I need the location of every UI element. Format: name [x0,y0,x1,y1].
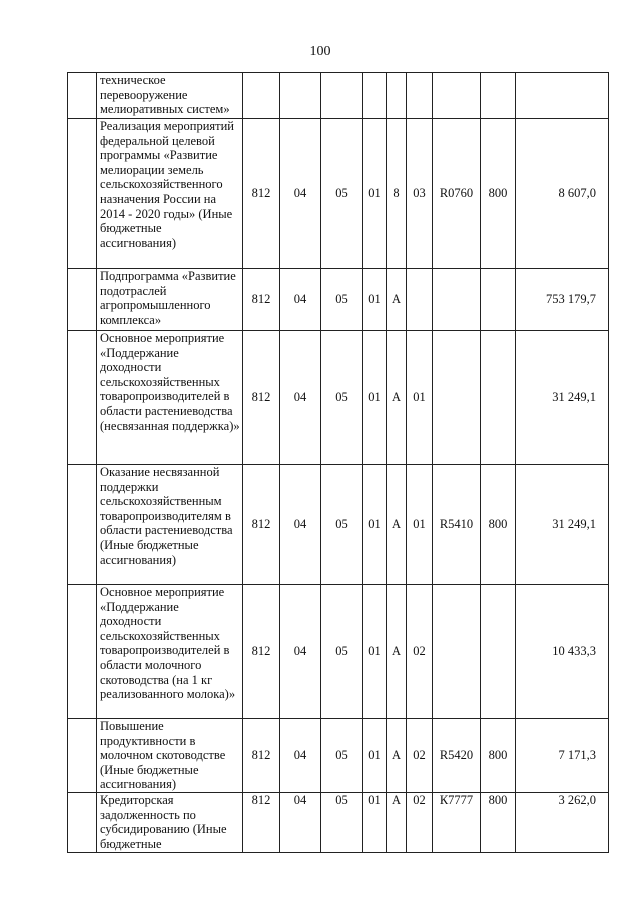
amount-cell: 31 249,1 [516,331,609,465]
table-row [68,73,609,119]
direction-cell: R0760 [433,119,481,269]
subsection-cell [321,73,363,119]
section-cell: 04 [280,269,321,331]
number-cell [68,719,97,793]
event-cell: 02 [407,585,433,719]
number-cell [68,119,97,269]
event-cell: 02 [407,793,433,853]
direction-cell [433,269,481,331]
subprogram-cell: А [387,331,407,465]
expense-type-cell: 800 [481,719,516,793]
expense-type-cell [481,269,516,331]
table-row [68,331,609,465]
subsection-cell: 05 [321,331,363,465]
table-row [68,465,609,585]
event-cell: 01 [407,331,433,465]
section-cell [280,73,321,119]
name-cell: Реализация мероприятий федеральной целевой программы «Развитие мелиорации земель сельскохозяйственного назначения России на 2014 - 2020 годы» (Иные бюджетные ассигнования) [97,119,243,269]
name-cell: Оказание несвязанной поддержки сельскохозяйственным товаропроизводителям в области растениеводства (Иные бюджетные ассигнования) [97,465,243,585]
ministry-cell: 812 [243,719,280,793]
name-cell: Кредиторская задолженность по субсидированию (Иные бюджетные [97,793,243,853]
expense-type-cell [481,331,516,465]
table-row [68,269,609,331]
expense-type-cell: 800 [481,465,516,585]
number-cell [68,585,97,719]
amount-cell: 7 171,3 [516,719,609,793]
section-cell: 04 [280,465,321,585]
ministry-cell: 812 [243,269,280,331]
expense-type-cell [481,73,516,119]
amount-cell: 753 179,7 [516,269,609,331]
subsection-cell: 05 [321,269,363,331]
event-cell [407,269,433,331]
program-cell: 01 [363,465,387,585]
name-cell: техническое перевооружение мелиоративных систем» [97,73,243,119]
subprogram-cell: А [387,269,407,331]
ministry-cell: 812 [243,331,280,465]
program-cell [363,73,387,119]
amount-cell [516,73,609,119]
subprogram-cell: А [387,719,407,793]
program-cell: 01 [363,719,387,793]
event-cell: 02 [407,719,433,793]
subprogram-cell: А [387,585,407,719]
direction-cell: К7777 [433,793,481,853]
amount-cell: 8 607,0 [516,119,609,269]
subprogram-cell: А [387,465,407,585]
number-cell [68,73,97,119]
section-cell: 04 [280,793,321,853]
number-cell [68,465,97,585]
subprogram-cell [387,73,407,119]
section-cell: 04 [280,331,321,465]
section-cell: 04 [280,585,321,719]
ministry-cell: 812 [243,465,280,585]
ministry-cell: 812 [243,585,280,719]
table-row [68,719,609,793]
program-cell: 01 [363,269,387,331]
number-cell [68,269,97,331]
event-cell [407,73,433,119]
event-cell: 01 [407,465,433,585]
name-cell: Основное мероприятие «Поддержание доходности сельскохозяйственных товаропроизводителей в области молочного скотоводства (на 1 кг реализованного молока)» [97,585,243,719]
subsection-cell: 05 [321,119,363,269]
direction-cell: R5410 [433,465,481,585]
name-cell: Повышение продуктивности в молочном скотоводстве (Иные бюджетные ассигнования) [97,719,243,793]
section-cell: 04 [280,119,321,269]
subsection-cell: 05 [321,793,363,853]
direction-cell [433,73,481,119]
name-cell: Подпрограмма «Развитие подотраслей агропромышленного комплекса» [97,269,243,331]
direction-cell [433,331,481,465]
number-cell [68,331,97,465]
budget-table [67,72,609,853]
name-cell: Основное мероприятие «Поддержание доходности сельскохозяйственных товаропроизводителей в области растениеводства (несвязанная поддержка)» [97,331,243,465]
ministry-cell: 812 [243,793,280,853]
section-cell: 04 [280,719,321,793]
program-cell: 01 [363,119,387,269]
subsection-cell: 05 [321,585,363,719]
direction-cell [433,585,481,719]
subprogram-cell: 8 [387,119,407,269]
expense-type-cell [481,585,516,719]
subsection-cell: 05 [321,465,363,585]
amount-cell: 3 262,0 [516,793,609,853]
table-row [68,119,609,269]
table-row [68,793,609,853]
amount-cell: 10 433,3 [516,585,609,719]
expense-type-cell: 800 [481,793,516,853]
direction-cell: R5420 [433,719,481,793]
table-row [68,585,609,719]
subprogram-cell: А [387,793,407,853]
program-cell: 01 [363,331,387,465]
program-cell: 01 [363,793,387,853]
program-cell: 01 [363,585,387,719]
page-number: 100 [309,44,331,59]
subsection-cell: 05 [321,719,363,793]
amount-cell: 31 249,1 [516,465,609,585]
expense-type-cell: 800 [481,119,516,269]
event-cell: 03 [407,119,433,269]
number-cell [68,793,97,853]
ministry-cell: 812 [243,119,280,269]
ministry-cell [243,73,280,119]
